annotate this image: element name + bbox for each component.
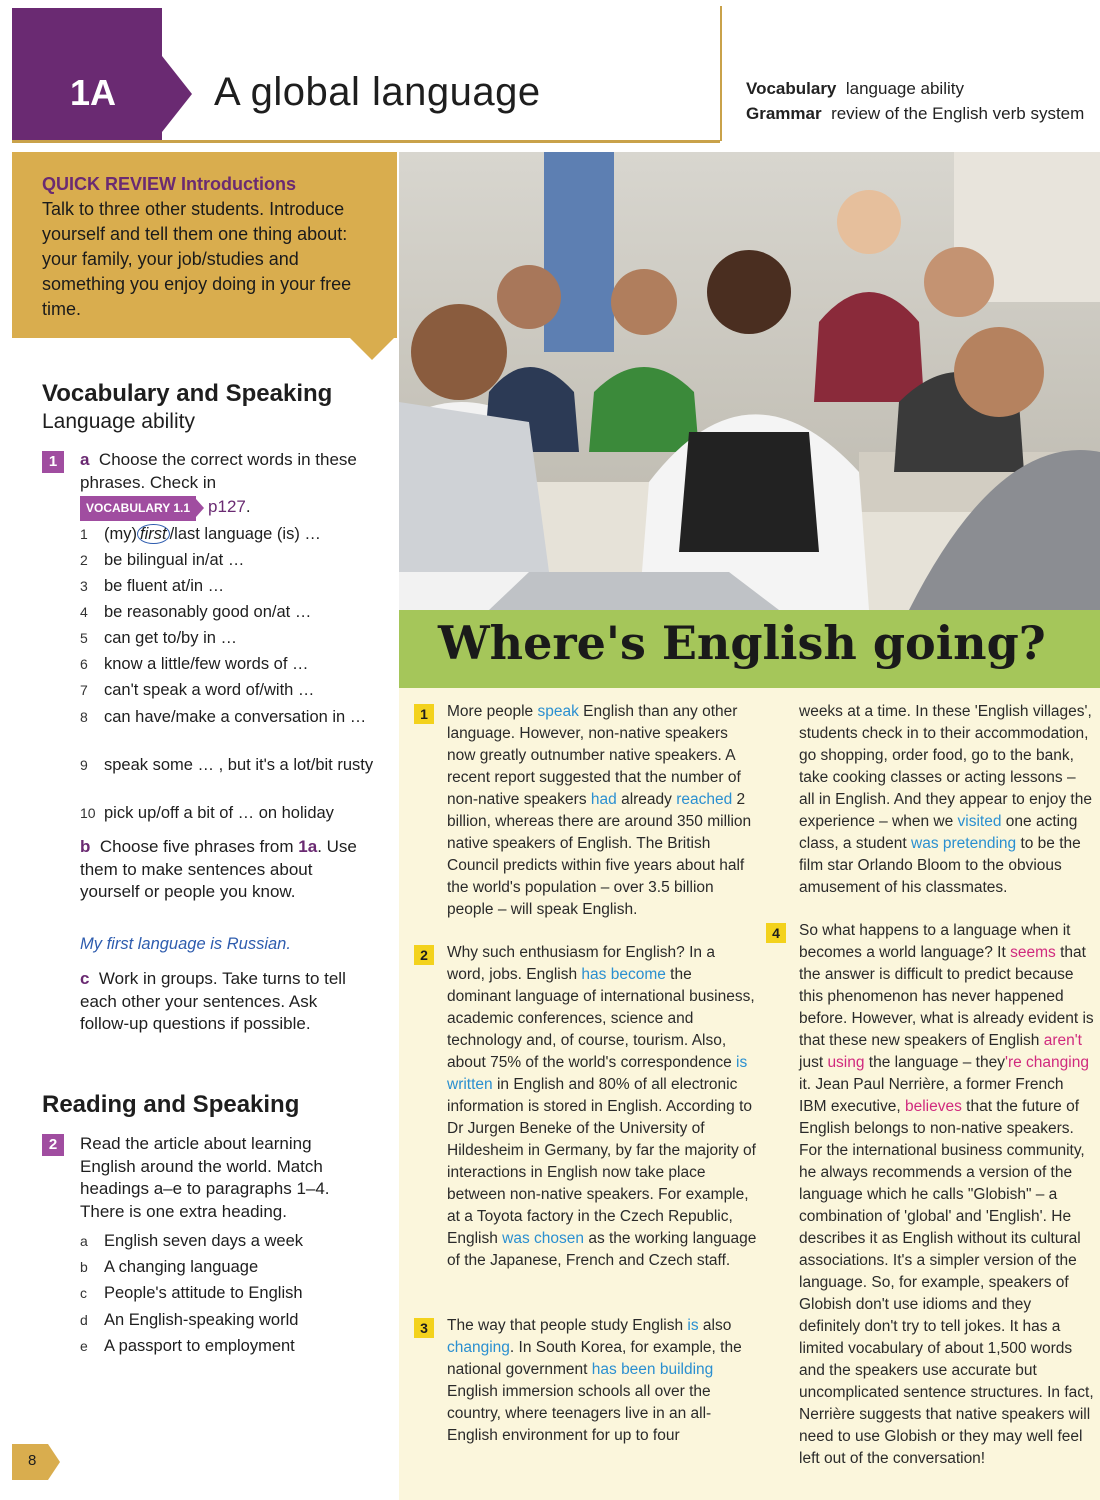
list-item [80,802,380,824]
list-item [80,1335,380,1357]
paragraph-2-number: 2 [414,945,434,965]
paragraph-2: Why such enthusiasm for English? In a word, jobs. English has become the dominant language of international business, academic conferences, science and technology and, of course, tourism. Also, about 75% of the world's correspondence is written in English and 80% of all electronic information is stored in English. According to Dr Jurgen Beneke of the University of Hildesheim in Germany, by far the majority of interactions in English now take place between non-native speakers. For example, at a Toyota factory in the Czech Republic, English was chosen as the working language of the Japanese, French and Czech staff. [447,944,757,1269]
list-item-text: know a little/few words of … [104,655,309,673]
article-title: Where's English going? [438,616,1046,670]
exercise-1b-instruction-pre: Choose five phrases from [99,837,294,856]
unit-code: 1A [70,72,117,113]
heading-letter: a [80,1233,88,1249]
paragraph-3-continued: weeks at a time. In these 'English villages', students check in to their accommodation, go shopping, order food, go to the bank, take cooking classes or acting lessons – all in English. And they appear to enjoy the experience – when we visited one acting class, a student was pretending to be the film star Orlando Bloom to the obvious amusement of his classmates. [799,703,1092,896]
vocabulary-page-ref[interactable]: p127 [208,497,246,516]
list-item-text: be fluent at/in … [104,577,225,595]
list-item [80,754,380,776]
exercise-2-instruction: Read the article about learning English around the world. Match headings a–e to paragraphs 1–4. There is one extra heading. [80,1134,330,1221]
paragraph-3-number: 3 [414,1318,434,1338]
quick-review-box [12,152,397,338]
exercise-1c-letter: c [80,969,90,988]
heading-text: People's attitude to English [104,1284,303,1302]
vocab-value: language ability [845,79,964,98]
unit-tag-arrow [162,56,192,132]
list-item-text: can have/make a conversation in … [104,708,367,726]
list-item-number: 9 [80,757,88,773]
quick-review-notch [350,338,394,360]
list-item-text: can't speak a word of/with … [104,681,315,699]
paragraph-4-number: 4 [766,923,786,943]
list-item [80,679,380,701]
exercise-1a-letter: a [80,450,90,469]
list-item [80,601,380,623]
exercise-1c-instruction: Work in groups. Take turns to tell each other your sentences. Ask follow-up questions if possible. [80,969,346,1033]
exercise-1b-instruction-post: . Use them to make sentences about yourself or people you know. [80,837,357,901]
page-number-tab-arrow [48,1444,60,1480]
quick-review-topic: Introductions [181,174,297,194]
list-item [80,523,380,545]
paragraph-3: The way that people study English is also changing. In South Korea, for example, the national government has been building English immersion schools all over the country, where teenagers live in an all-English environment for up to four [447,1317,742,1444]
heading-letter: c [80,1285,87,1301]
heading-text: A passport to employment [104,1337,295,1355]
list-item-number: 5 [80,630,88,646]
list-item-number: 1 [80,526,88,542]
header-rule [12,140,720,143]
list-item [80,1282,380,1304]
section-title-vocabulary: Vocabulary and Speaking [42,380,333,407]
header-info [746,76,1084,126]
list-item-text: can get to/by in … [104,629,237,647]
list-item [80,627,380,649]
list-item-number: 10 [80,805,96,821]
page-number: 8 [28,1452,37,1469]
exercise-1c [80,968,365,1036]
list-item-number: 6 [80,656,88,672]
paragraph-1-number: 1 [414,704,434,724]
exercise-1a: a Choose the correct words in these phrases. Check in VOCABULARY 1.1 p127. [80,449,370,521]
grammar-label: Grammar [746,104,822,123]
paragraph-4: So what happens to a language when it becomes a world language? It seems that the answer is difficult to predict because this phenomenon has never happened before. However, what is already evident is that these new speakers of English aren't just using the language – they're changing it. Jean Paul Nerrière, a former French IBM executive, believes that the future of English belongs to non-native speakers. For the international business community, he always recommends a version of the language which he calls "Globish" – a combination of 'global' and 'English'. He describes it as English without its cultural associations. It's a simpler version of the language. So, for example, speakers of Globish don't use idioms and they definitely don't try to tell jokes. It has a limited vocabulary of about 1,500 words and the speakers use accurate but uncomplicated sentence structures. In fact, Nerrière suggests that native speakers will need to use Globish or they may well feel left out of the conversation! [799,922,1094,1467]
quick-review-head: QUICK REVIEW [42,174,177,194]
heading-text: A changing language [104,1258,259,1276]
list-item [80,653,380,675]
heading-letter: e [80,1338,88,1354]
list-item [80,1309,380,1331]
list-item [80,1230,380,1252]
exercise-1b [80,836,365,904]
vocab-label: Vocabulary [746,79,837,98]
list-item-text: be reasonably good on/at … [104,603,312,621]
section-subtitle-language-ability: Language ability [42,410,195,433]
quick-review-body: Talk to three other students. Introduce yourself and tell them one thing about: your family, your job/studies and something you enjoy doing in your free time. [42,199,352,319]
heading-letter: b [80,1259,88,1275]
page-title: A global language [214,70,541,114]
list-item-number: 4 [80,604,88,620]
section-title-reading: Reading and Speaking [42,1091,300,1118]
list-item-pre: (my) [104,525,137,543]
grammar-value: review of the English verb system [831,104,1085,123]
list-item-number: 2 [80,552,88,568]
circled-answer: first [137,524,170,544]
header-divider [720,6,722,141]
heading-letter: d [80,1312,88,1328]
list-item [80,575,380,597]
list-item-number: 8 [80,709,88,725]
vocabulary-ref-badge[interactable]: VOCABULARY 1.1 [80,496,196,521]
classroom-photo [399,152,1100,610]
heading-text: An English-speaking world [104,1311,299,1329]
list-item [80,706,380,728]
list-item-number: 7 [80,682,88,698]
list-item [80,1256,380,1278]
exercise-2-number: 2 [42,1134,64,1156]
paragraph-1: More people speak English than any other language. However, non-native speakers now greatly outnumber native speakers. A recent report suggested that the number of non-native speakers had already reached 2 billion, whereas there are around 350 million native speakers of English. The British Council predicts within five years about half the world's population – over 3.5 billion people – will speak English. [447,703,752,918]
list-item [80,549,380,571]
example-sentence: My first language is Russian. [80,935,291,953]
list-item-text: be bilingual in/at … [104,551,245,569]
list-item-post: /last language (is) … [169,525,321,543]
list-item-number: 3 [80,578,88,594]
exercise-1a-instruction: Choose the correct words in these phrases. Check in [80,450,357,492]
heading-text: English seven days a week [104,1232,304,1250]
exercise-1-number: 1 [42,451,64,473]
exercise-1b-letter: b [80,837,91,856]
list-item-text: speak some … , but it's a lot/bit rusty [104,756,374,774]
vocabulary-ref-arrow [196,499,204,517]
exercise-1b-ref: 1a [298,837,318,856]
list-item-text: pick up/off a bit of … on holiday [104,804,334,822]
